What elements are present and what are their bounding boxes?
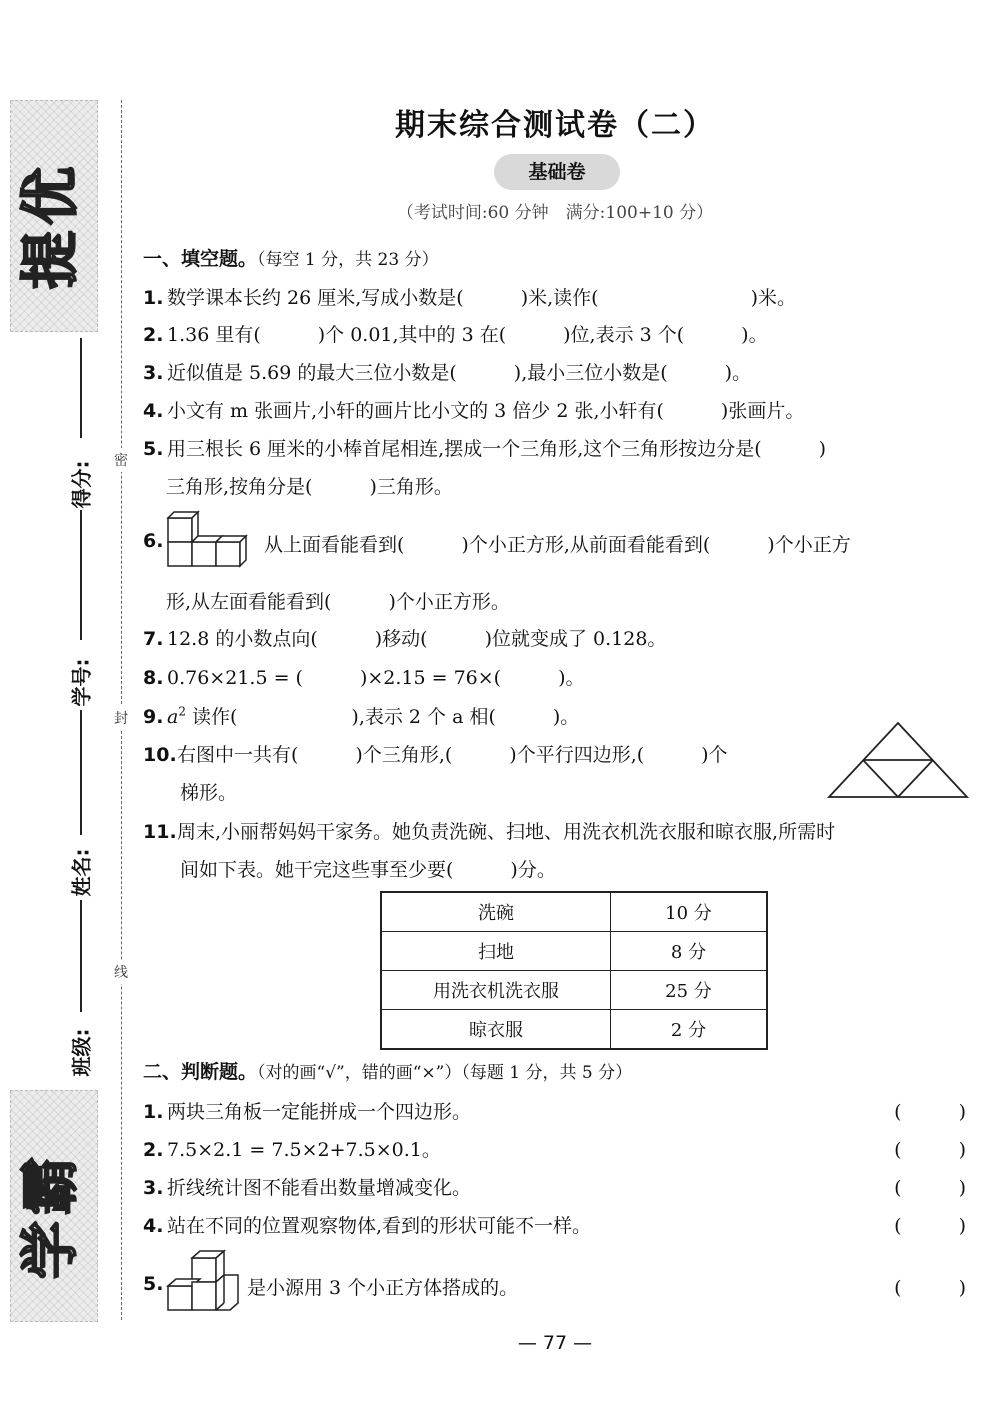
table-row [381,892,767,932]
judge-3-answer-bracket[interactable]: ( ) [894,1177,966,1199]
brand-bottom-panel [10,1090,98,1322]
judge-5-answer-bracket[interactable]: ( ) [894,1277,966,1299]
q11-text-line1: 周末,小丽帮妈妈干家务。她负责洗碗、扫地、用洗衣机洗衣服和晾衣服,所需时 [177,821,836,843]
cut-mark-mi: 密 [111,448,131,472]
section1-title: 一、填空题。 [143,248,258,270]
table-cell-time: 2 分 [611,1010,768,1050]
q9-number: 9. [143,706,164,728]
question-11-line2: 间如下表。她干完这些事至少要( )分。 [180,859,556,881]
cut-mark-xian: 线 [111,960,131,984]
exam-info: （考试时间:60 分钟 满分:100+10 分） [396,203,714,223]
q7-text: 12.8 的小数点向( )移动( )位就变成了 0.128。 [167,628,667,650]
question-1 [143,283,796,310]
judge-1-text: 两块三角板一定能拼成一个四边形。 [167,1101,472,1123]
table-cell-task: 扫地 [381,932,611,971]
q8-number: 8. [143,667,164,689]
q3-number: 3. [143,362,164,384]
level-badge: 基础卷 [494,154,620,190]
class-label: 班级: [69,1028,94,1077]
field-line-name [80,710,82,835]
section2-title: 二、判断题。 [143,1061,258,1083]
q1-text: 数学课本长约 26 厘米,写成小数是( )米,读作( )米。 [167,287,796,309]
cut-mark-feng: 封 [111,706,131,730]
q6-text-line2: 形,从左面看能看到( )个小正方形。 [166,591,510,613]
brand-top-text: 提优 [16,160,85,290]
judge-item-4 [143,1211,591,1238]
section2-points: （每题 1 分，共 5 分） [461,1063,633,1083]
table-cell-time: 10 分 [611,892,768,932]
q3-text: 近似值是 5.69 的最大三位小数是( ),最小三位小数是( )。 [167,362,752,384]
q9-exponent: 2 [178,704,186,719]
section2-hint: （对的画“√”，错的画“×”） [257,1063,462,1083]
q5-number: 5. [143,438,164,460]
q2-number: 2. [143,324,164,346]
q6-number-text: 6. [143,530,164,552]
field-line-class [80,900,82,1012]
judge-5-number-wrap [143,1273,167,1295]
name-label: 姓名: [69,848,94,897]
q10-triangle-figure [826,720,970,800]
question-10-line2: 梯形。 [180,782,238,804]
judge-2-number: 2. [143,1139,164,1161]
table-cell-task: 用洗衣机洗衣服 [381,971,611,1010]
judge-item-3 [143,1173,471,1200]
question-2 [143,320,768,347]
q4-number: 4. [143,400,164,422]
field-line-score [80,338,82,438]
table-row [381,932,767,971]
judge-1-answer-bracket[interactable]: ( ) [894,1101,966,1123]
number-label: 学号: [69,658,94,707]
question-5-line2: 三角形,按角分是( )三角形。 [166,476,453,498]
section1-points: （每空 1 分，共 23 分） [257,250,439,270]
q11-number: 11. [143,821,177,843]
judge-2-answer-bracket[interactable]: ( ) [894,1139,966,1161]
question-10-line1 [143,740,728,767]
question-9 [143,702,579,729]
question-11-line1 [143,817,835,844]
table-cell-task: 洗碗 [381,892,611,932]
score-label: 得分: [69,460,94,509]
table-row [381,1010,767,1050]
brand-top-panel [10,100,98,332]
question-5-line1 [143,434,826,461]
q2-text: 1.36 里有( )个 0.01,其中的 3 在( )位,表示 3 个( )。 [167,324,768,346]
section2-heading [143,1057,632,1084]
table-cell-time: 25 分 [611,971,768,1010]
question-3 [143,358,751,385]
judge-1-number: 1. [143,1101,164,1123]
q4-text: 小文有 m 张画片,小轩的画片比小文的 3 倍少 2 张,小轩有( )张画片。 [167,400,805,422]
page-title: 期末综合测试卷（二） [395,108,715,143]
page-number: — 77 — [517,1332,593,1354]
judge-4-answer-bracket[interactable]: ( ) [894,1215,966,1237]
judge-4-text: 站在不同的位置观察物体,看到的形状可能不一样。 [167,1215,592,1237]
q8-text: 0.76×21.5 = ( )×2.15 = 76×( )。 [167,667,585,689]
table-cell-task: 晾衣服 [381,1010,611,1050]
question-4 [143,396,804,423]
question-8 [143,663,585,690]
q9-variable: a [167,706,179,728]
q6-cube-figure [166,508,262,574]
judge-3-number: 3. [143,1177,164,1199]
question-7 [143,624,666,651]
judge-item-2 [143,1135,441,1162]
q5-text-line1: 用三根长 6 厘米的小棒首尾相连,摆成一个三角形,这个三角形按边分是( ) [167,438,827,460]
table-cell-time: 8 分 [611,932,768,971]
judge-5-cube-figure [166,1248,242,1314]
q10-number: 10. [143,744,177,766]
brand-bottom-text: 学霸 [16,1150,85,1280]
q1-number: 1. [143,287,164,309]
judge-5-number: 5. [143,1273,164,1295]
q6-text-line1: 从上面看能看到( )个小正方形,从前面看能看到( )个小正方 [264,534,851,556]
q9-text: 读作( ),表示 2 个 a 相( )。 [185,706,580,728]
judge-2-text: 7.5×2.1 = 7.5×2+7.5×0.1。 [167,1139,441,1161]
judge-3-text: 折线统计图不能看出数量增减变化。 [167,1177,472,1199]
chores-table [380,891,768,1050]
field-line-number [80,510,82,640]
q6-number [143,530,167,552]
q7-number: 7. [143,628,164,650]
section1-heading [143,244,439,271]
table-row [381,971,767,1010]
judge-4-number: 4. [143,1215,164,1237]
q10-text-line1: 右图中一共有( )个三角形,( )个平行四边形,( )个 [177,744,728,766]
judge-item-1 [143,1097,471,1124]
judge-5-text: 是小源用 3 个小正方体搭成的。 [247,1277,519,1299]
